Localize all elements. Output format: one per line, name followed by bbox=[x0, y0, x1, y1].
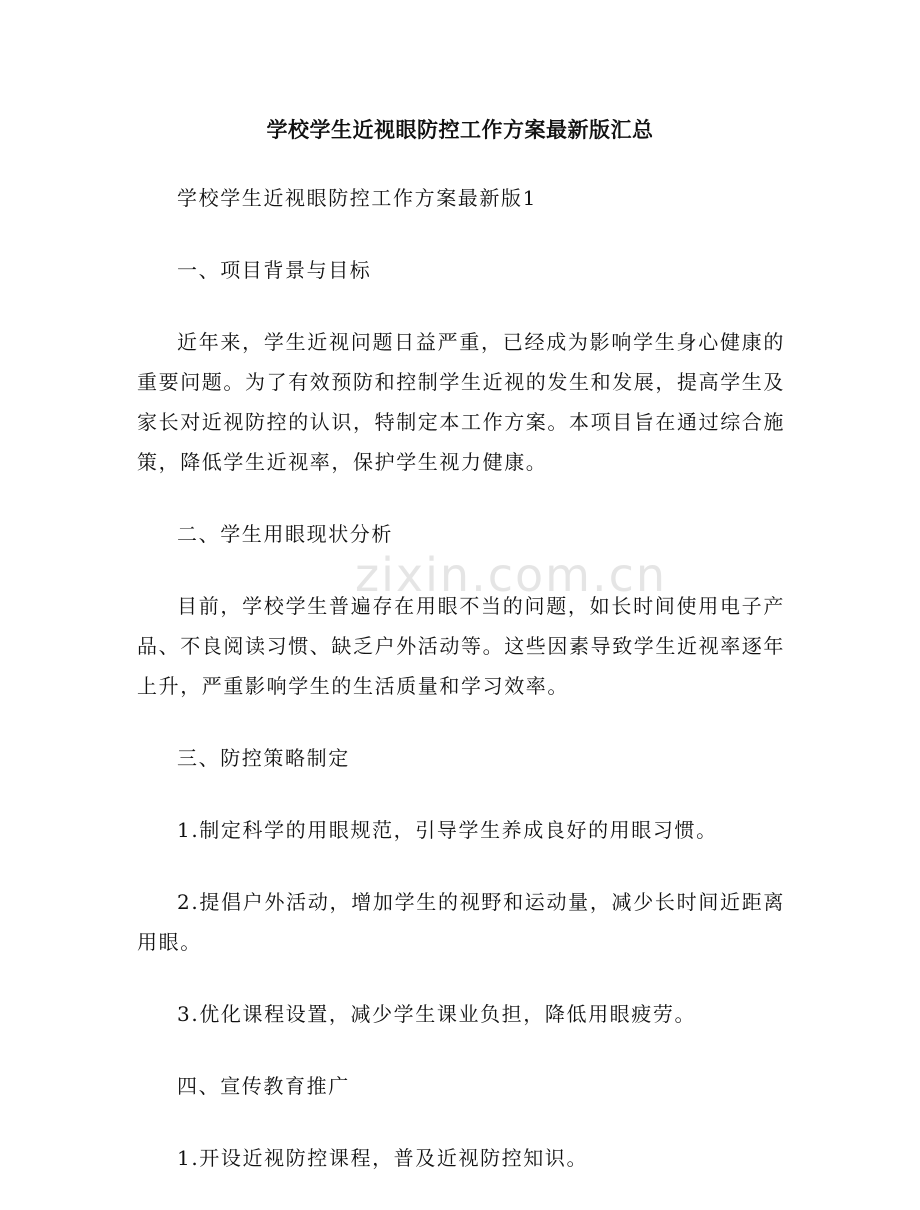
section-heading-4: 四、宣传教育推广 bbox=[177, 1074, 350, 1098]
list-item-promotion-1: 1.开设近视防控课程，普及近视防控知识。 bbox=[177, 1146, 589, 1170]
paragraph-subtitle: 学校学生近视眼防控工作方案最新版1 bbox=[177, 186, 537, 210]
document-body bbox=[137, 178, 785, 1210]
paragraph-analysis: 目前，学校学生普遍存在用眼不当的问题，如长时间使用电子产品、不良阅读习惯、缺乏户外活动等。这些因素导致学生近视率逐年上升，严重影响学生的生活质量和学习效率。 bbox=[137, 594, 785, 698]
document-title: 学校学生近视眼防控工作方案最新版汇总 bbox=[266, 118, 654, 142]
section-heading-2: 二、学生用眼现状分析 bbox=[177, 522, 393, 546]
section-heading-1: 一、项目背景与目标 bbox=[177, 258, 372, 282]
paragraph-background: 近年来，学生近视问题日益严重，已经成为影响学生身心健康的重要问题。为了有效预防和控制学生近视的发生和发展，提高学生及家长对近视防控的认识，特制定本工作方案。本项目旨在通过综合施策，降低学生近视率，保护学生视力健康。 bbox=[137, 330, 785, 474]
section-heading-3: 三、防控策略制定 bbox=[177, 746, 350, 770]
list-item-strategy-1: 1.制定科学的用眼规范，引导学生养成良好的用眼习惯。 bbox=[177, 818, 718, 842]
list-item-strategy-2: 2.提倡户外活动，增加学生的视野和运动量，减少长时间近距离用眼。 bbox=[137, 890, 785, 954]
watermark: zixin.com.cn bbox=[355, 548, 668, 602]
list-item-strategy-3: 3.优化课程设置，减少学生课业负担，降低用眼疲劳。 bbox=[177, 1002, 697, 1026]
